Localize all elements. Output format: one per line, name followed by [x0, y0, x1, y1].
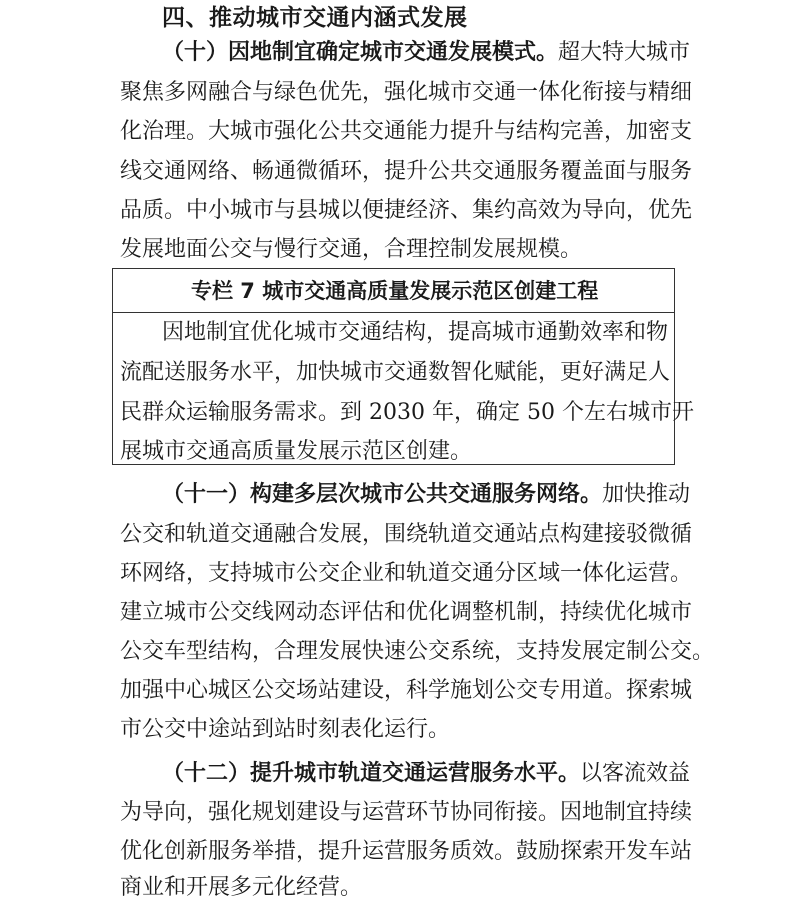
- para11-line-6: 加强中心城区公交场站建设，科学施划公交专用道。探索城: [120, 678, 693, 703]
- para10-line-3: 化治理。大城市强化公共交通能力提升与结构完善，加密支: [120, 119, 693, 144]
- para12-line-4: 商业和开展多元化经营。: [120, 875, 363, 900]
- column-box-title-row: [113, 269, 674, 313]
- column-box-title: 专栏 7 城市交通高质量发展示范区创建工程: [191, 279, 599, 303]
- para11-line-7: 市公交中途站到站时刻表化运行。: [120, 717, 451, 742]
- para10-line-4: 线交通网络、畅通微循环，提升公共交通服务覆盖面与服务: [120, 159, 693, 184]
- para11-line-1-text: 加快推动: [602, 482, 691, 507]
- box-line-3: 民群众运输服务需求。到 2030 年，确定 50 个左右城市开: [120, 400, 694, 425]
- para10-line-5: 品质。中小城市与县城以便捷经济、集约高效为导向，优先: [120, 198, 693, 223]
- para12-line-3: 优化创新服务举措，提升运营服务质效。鼓励探索开发车站: [120, 839, 693, 864]
- para11-line-5: 公交车型结构，合理发展快速公交系统，支持发展定制公交。: [120, 639, 715, 664]
- para12-line-2: 为导向，强化规划建设与运营环节协同衔接。因地制宜持续: [120, 800, 693, 825]
- box-line-1: 因地制宜优化城市交通结构，提高城市通勤效率和物: [162, 320, 669, 345]
- box-line-4: 展城市交通高质量发展示范区创建。: [120, 439, 473, 464]
- para11-lead: （十一）构建多层次城市公共交通服务网络。: [162, 482, 603, 507]
- para12-line-1-text: 以客流效益: [580, 761, 691, 786]
- para12-line-1: [162, 759, 690, 789]
- para11-line-1: [162, 480, 690, 510]
- para10-line-2: 聚焦多网融合与绿色优先，强化城市交通一体化衔接与精细: [120, 80, 693, 105]
- para10-line-1: [162, 38, 690, 68]
- para12-lead: （十二）提升城市轨道交通运营服务水平。: [162, 761, 581, 786]
- para11-line-2: 公交和轨道交通融合发展，围绕轨道交通站点构建接驳微循: [120, 522, 693, 547]
- box-line-2: 流配送服务水平，加快城市交通数智化赋能，更好满足人: [120, 360, 671, 385]
- section-heading: 四、推动城市交通内涵式发展: [162, 5, 468, 31]
- para11-line-4: 建立城市公交线网动态评估和优化调整机制，持续优化城市: [120, 600, 693, 625]
- para11-line-3: 环网络，支持城市公交企业和轨道交通分区域一体化运营。: [120, 561, 693, 586]
- para10-line-6: 发展地面公交与慢行交通，合理控制发展规模。: [120, 237, 583, 262]
- para10-line-1-text: 超大特大城市: [558, 40, 691, 65]
- para10-lead: （十）因地制宜确定城市交通发展模式。: [162, 40, 559, 65]
